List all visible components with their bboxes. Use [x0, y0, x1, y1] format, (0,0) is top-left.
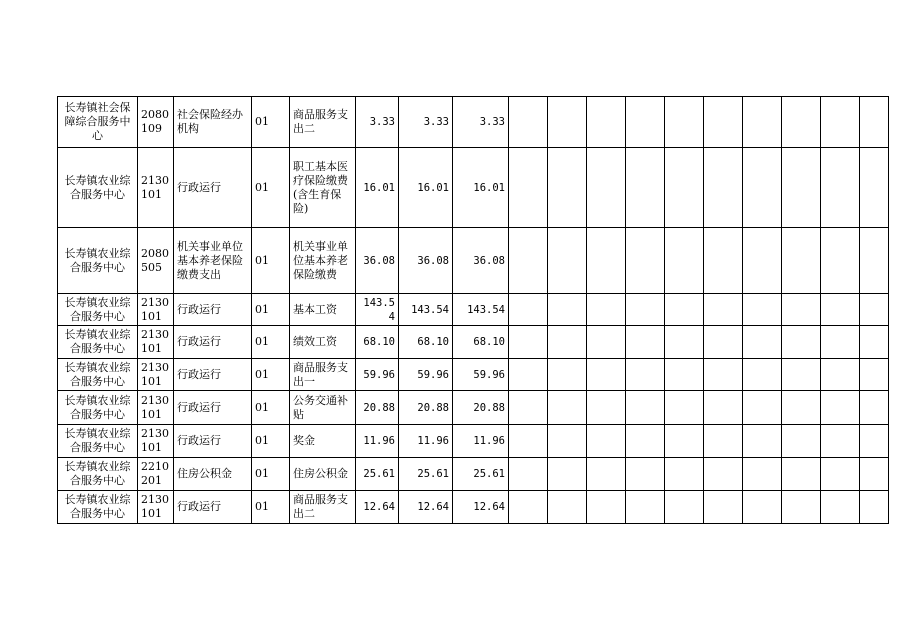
- unit-name-cell: 长寿镇农业综合服务中心: [58, 326, 138, 359]
- subject-code-cell: 2130101: [138, 294, 174, 326]
- table-row: [58, 148, 889, 228]
- amount-basic-cell: 25.61: [453, 458, 509, 491]
- table-row: [58, 458, 889, 491]
- table-row: [58, 391, 889, 425]
- empty-cell: [860, 391, 889, 425]
- amount-total-cell: 11.96: [356, 425, 399, 458]
- empty-cell: [821, 491, 860, 524]
- empty-cell: [860, 491, 889, 524]
- function-subject-cell: 行政运行: [174, 425, 252, 458]
- amount-total-cell: 68.10: [356, 326, 399, 359]
- empty-cell: [821, 391, 860, 425]
- economic-subject-cell: 商品服务支出二: [290, 491, 356, 524]
- amount-total-cell: 16.01: [356, 148, 399, 228]
- empty-cell: [665, 391, 704, 425]
- empty-cell: [548, 228, 587, 294]
- empty-cell: [587, 326, 626, 359]
- unit-name-cell: 长寿镇农业综合服务中心: [58, 458, 138, 491]
- empty-cell: [548, 97, 587, 148]
- empty-cell: [743, 148, 782, 228]
- amount-subtotal-cell: 12.64: [399, 491, 453, 524]
- empty-cell: [626, 391, 665, 425]
- subject-code-cell: 2130101: [138, 391, 174, 425]
- department-code-cell: 01: [252, 491, 290, 524]
- table-row: [58, 326, 889, 359]
- function-subject-cell: 行政运行: [174, 326, 252, 359]
- unit-name-cell: 长寿镇农业综合服务中心: [58, 228, 138, 294]
- table-row: [58, 491, 889, 524]
- empty-cell: [743, 326, 782, 359]
- empty-cell: [860, 148, 889, 228]
- amount-subtotal-cell: 25.61: [399, 458, 453, 491]
- economic-subject-cell: 商品服务支出二: [290, 97, 356, 148]
- amount-basic-cell: 3.33: [453, 97, 509, 148]
- empty-cell: [821, 425, 860, 458]
- empty-cell: [665, 228, 704, 294]
- budget-table: [57, 96, 889, 524]
- empty-cell: [509, 491, 548, 524]
- amount-total-cell: 143.54: [356, 294, 399, 326]
- empty-cell: [821, 458, 860, 491]
- department-code-cell: 01: [252, 326, 290, 359]
- empty-cell: [587, 228, 626, 294]
- empty-cell: [665, 97, 704, 148]
- amount-basic-cell: 36.08: [453, 228, 509, 294]
- amount-basic-cell: 143.54: [453, 294, 509, 326]
- empty-cell: [509, 326, 548, 359]
- amount-basic-cell: 20.88: [453, 391, 509, 425]
- empty-cell: [626, 228, 665, 294]
- empty-cell: [509, 425, 548, 458]
- unit-name-cell: 长寿镇农业综合服务中心: [58, 491, 138, 524]
- empty-cell: [704, 458, 743, 491]
- empty-cell: [509, 294, 548, 326]
- amount-subtotal-cell: 59.96: [399, 359, 453, 391]
- empty-cell: [782, 97, 821, 148]
- empty-cell: [821, 148, 860, 228]
- department-code-cell: 01: [252, 391, 290, 425]
- empty-cell: [704, 491, 743, 524]
- amount-basic-cell: 59.96: [453, 359, 509, 391]
- empty-cell: [626, 148, 665, 228]
- empty-cell: [743, 97, 782, 148]
- empty-cell: [548, 458, 587, 491]
- empty-cell: [626, 491, 665, 524]
- function-subject-cell: 住房公积金: [174, 458, 252, 491]
- empty-cell: [860, 294, 889, 326]
- empty-cell: [782, 359, 821, 391]
- empty-cell: [743, 294, 782, 326]
- empty-cell: [782, 294, 821, 326]
- empty-cell: [860, 425, 889, 458]
- department-code-cell: 01: [252, 425, 290, 458]
- empty-cell: [743, 491, 782, 524]
- amount-subtotal-cell: 11.96: [399, 425, 453, 458]
- empty-cell: [626, 97, 665, 148]
- unit-name-cell: 长寿镇农业综合服务中心: [58, 391, 138, 425]
- empty-cell: [665, 148, 704, 228]
- empty-cell: [821, 97, 860, 148]
- empty-cell: [665, 294, 704, 326]
- unit-name-cell: 长寿镇农业综合服务中心: [58, 359, 138, 391]
- subject-code-cell: 2130101: [138, 326, 174, 359]
- empty-cell: [548, 294, 587, 326]
- empty-cell: [704, 97, 743, 148]
- empty-cell: [665, 359, 704, 391]
- table-row: [58, 359, 889, 391]
- amount-subtotal-cell: 143.54: [399, 294, 453, 326]
- table-row: [58, 97, 889, 148]
- amount-basic-cell: 11.96: [453, 425, 509, 458]
- amount-subtotal-cell: 36.08: [399, 228, 453, 294]
- subject-code-cell: 2130101: [138, 148, 174, 228]
- empty-cell: [509, 97, 548, 148]
- empty-cell: [587, 148, 626, 228]
- function-subject-cell: 行政运行: [174, 491, 252, 524]
- amount-total-cell: 25.61: [356, 458, 399, 491]
- economic-subject-cell: 商品服务支出一: [290, 359, 356, 391]
- unit-name-cell: 长寿镇农业综合服务中心: [58, 425, 138, 458]
- empty-cell: [509, 359, 548, 391]
- empty-cell: [626, 294, 665, 326]
- subject-code-cell: 2210201: [138, 458, 174, 491]
- empty-cell: [743, 391, 782, 425]
- empty-cell: [548, 391, 587, 425]
- empty-cell: [782, 148, 821, 228]
- amount-subtotal-cell: 3.33: [399, 97, 453, 148]
- empty-cell: [626, 425, 665, 458]
- unit-name-cell: 长寿镇农业综合服务中心: [58, 294, 138, 326]
- empty-cell: [821, 359, 860, 391]
- amount-basic-cell: 16.01: [453, 148, 509, 228]
- amount-subtotal-cell: 20.88: [399, 391, 453, 425]
- empty-cell: [743, 359, 782, 391]
- empty-cell: [587, 425, 626, 458]
- department-code-cell: 01: [252, 148, 290, 228]
- amount-basic-cell: 68.10: [453, 326, 509, 359]
- subject-code-cell: 2080505: [138, 228, 174, 294]
- department-code-cell: 01: [252, 359, 290, 391]
- amount-total-cell: 59.96: [356, 359, 399, 391]
- amount-total-cell: 36.08: [356, 228, 399, 294]
- economic-subject-cell: 职工基本医疗保险缴费(含生育保险): [290, 148, 356, 228]
- empty-cell: [587, 97, 626, 148]
- subject-code-cell: 2080109: [138, 97, 174, 148]
- empty-cell: [509, 458, 548, 491]
- empty-cell: [782, 228, 821, 294]
- empty-cell: [548, 491, 587, 524]
- empty-cell: [704, 148, 743, 228]
- empty-cell: [860, 458, 889, 491]
- empty-cell: [743, 228, 782, 294]
- empty-cell: [704, 326, 743, 359]
- amount-total-cell: 12.64: [356, 491, 399, 524]
- empty-cell: [704, 391, 743, 425]
- empty-cell: [704, 425, 743, 458]
- amount-subtotal-cell: 68.10: [399, 326, 453, 359]
- empty-cell: [821, 294, 860, 326]
- table-row: [58, 294, 889, 326]
- department-code-cell: 01: [252, 458, 290, 491]
- empty-cell: [665, 326, 704, 359]
- empty-cell: [548, 148, 587, 228]
- empty-cell: [782, 425, 821, 458]
- empty-cell: [860, 97, 889, 148]
- empty-cell: [860, 326, 889, 359]
- subject-code-cell: 2130101: [138, 491, 174, 524]
- function-subject-cell: 行政运行: [174, 294, 252, 326]
- empty-cell: [665, 458, 704, 491]
- empty-cell: [743, 425, 782, 458]
- empty-cell: [587, 359, 626, 391]
- empty-cell: [509, 228, 548, 294]
- empty-cell: [860, 228, 889, 294]
- amount-basic-cell: 12.64: [453, 491, 509, 524]
- amount-subtotal-cell: 16.01: [399, 148, 453, 228]
- empty-cell: [782, 491, 821, 524]
- empty-cell: [821, 326, 860, 359]
- economic-subject-cell: 住房公积金: [290, 458, 356, 491]
- empty-cell: [587, 294, 626, 326]
- empty-cell: [509, 148, 548, 228]
- empty-cell: [782, 326, 821, 359]
- amount-total-cell: 3.33: [356, 97, 399, 148]
- department-code-cell: 01: [252, 228, 290, 294]
- empty-cell: [782, 458, 821, 491]
- empty-cell: [587, 391, 626, 425]
- amount-total-cell: 20.88: [356, 391, 399, 425]
- economic-subject-cell: 奖金: [290, 425, 356, 458]
- empty-cell: [587, 458, 626, 491]
- economic-subject-cell: 绩效工资: [290, 326, 356, 359]
- empty-cell: [860, 359, 889, 391]
- subject-code-cell: 2130101: [138, 359, 174, 391]
- empty-cell: [704, 359, 743, 391]
- function-subject-cell: 行政运行: [174, 148, 252, 228]
- empty-cell: [626, 359, 665, 391]
- function-subject-cell: 机关事业单位基本养老保险缴费支出: [174, 228, 252, 294]
- economic-subject-cell: 机关事业单位基本养老保险缴费: [290, 228, 356, 294]
- table-row: [58, 425, 889, 458]
- subject-code-cell: 2130101: [138, 425, 174, 458]
- empty-cell: [548, 359, 587, 391]
- empty-cell: [626, 458, 665, 491]
- empty-cell: [587, 491, 626, 524]
- empty-cell: [626, 326, 665, 359]
- function-subject-cell: 行政运行: [174, 359, 252, 391]
- empty-cell: [743, 458, 782, 491]
- economic-subject-cell: 基本工资: [290, 294, 356, 326]
- empty-cell: [782, 391, 821, 425]
- empty-cell: [821, 228, 860, 294]
- department-code-cell: 01: [252, 294, 290, 326]
- empty-cell: [704, 294, 743, 326]
- unit-name-cell: 长寿镇农业综合服务中心: [58, 148, 138, 228]
- empty-cell: [665, 491, 704, 524]
- empty-cell: [704, 228, 743, 294]
- table-row: [58, 228, 889, 294]
- function-subject-cell: 行政运行: [174, 391, 252, 425]
- empty-cell: [548, 425, 587, 458]
- empty-cell: [509, 391, 548, 425]
- department-code-cell: 01: [252, 97, 290, 148]
- empty-cell: [665, 425, 704, 458]
- empty-cell: [548, 326, 587, 359]
- unit-name-cell: 长寿镇社会保障综合服务中心: [58, 97, 138, 148]
- economic-subject-cell: 公务交通补贴: [290, 391, 356, 425]
- function-subject-cell: 社会保险经办机构: [174, 97, 252, 148]
